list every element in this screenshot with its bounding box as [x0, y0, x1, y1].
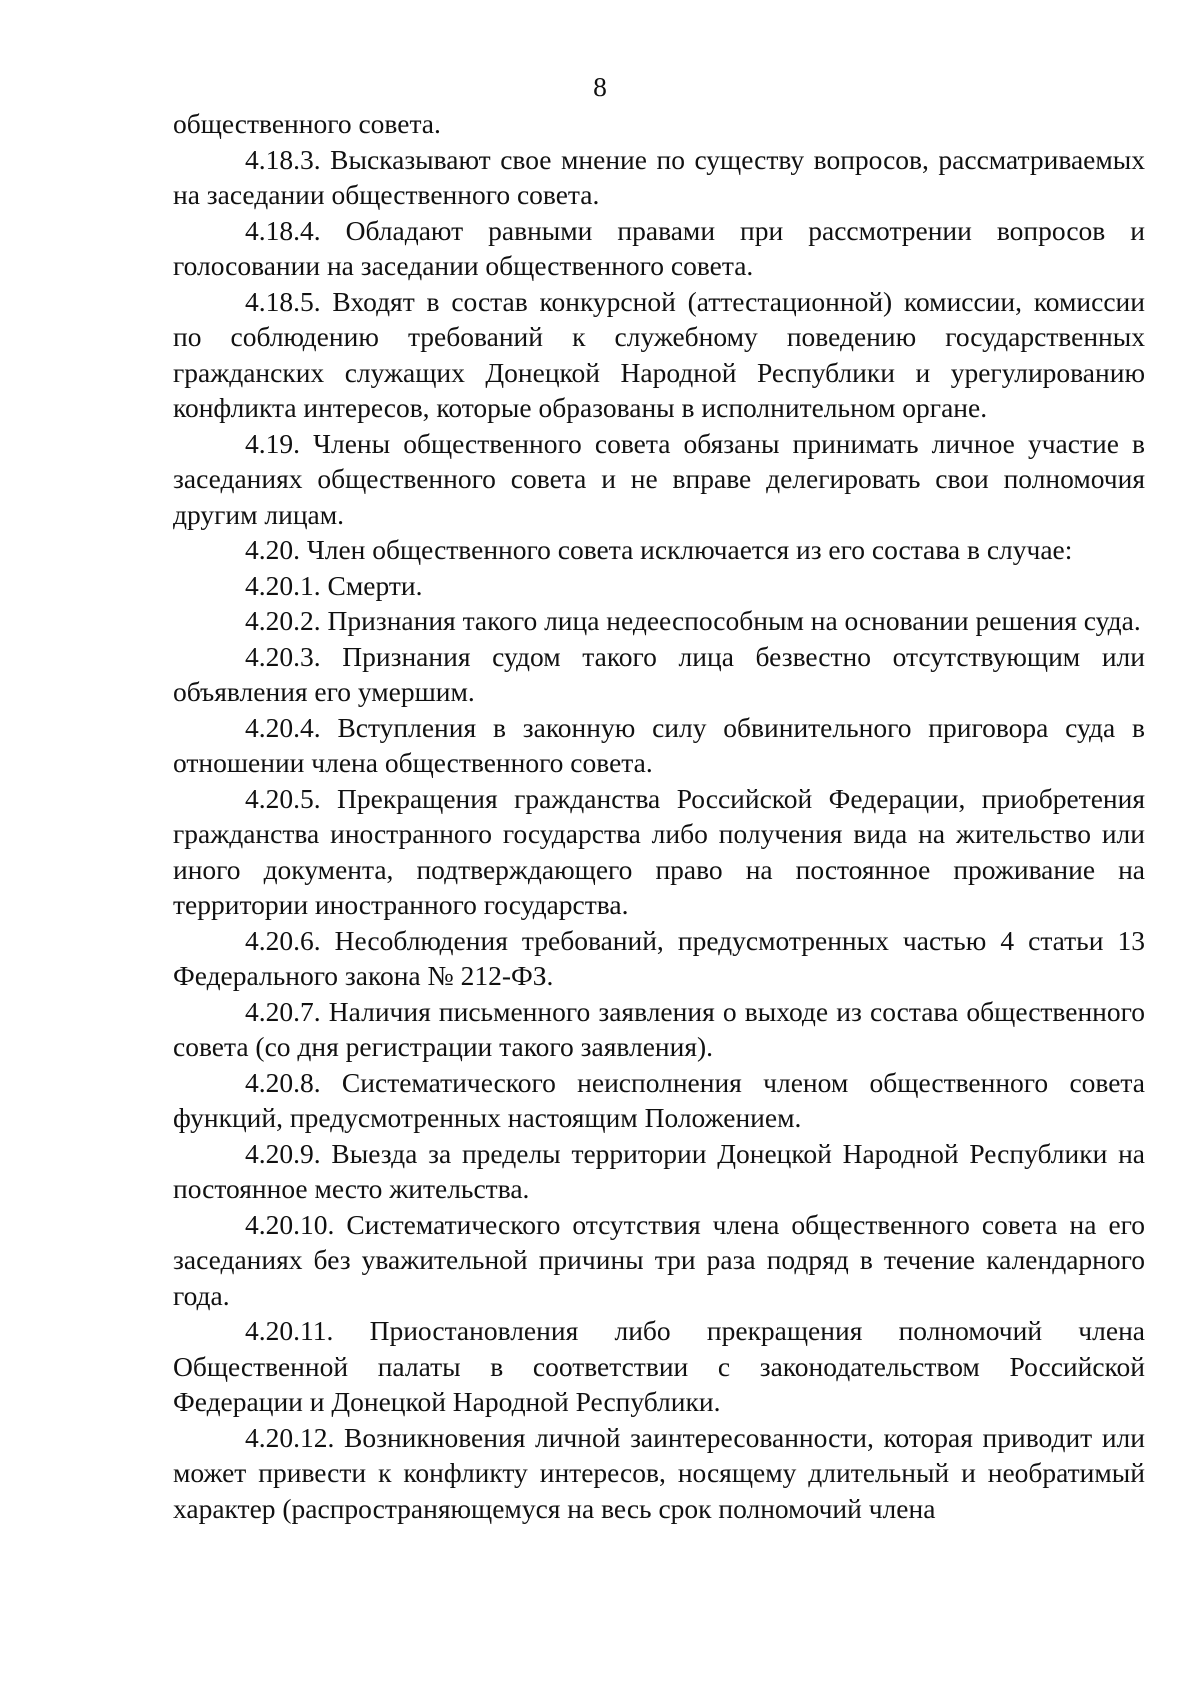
paragraph-4-18-5: 4.18.5. Входят в состав конкурсной (аттестационной) комиссии, комиссии по соблюдению требований к служебному поведению государственных гражданских служащих Донецкой Народной Республики и урегулированию конфликта интересов, которые образованы в исполнительном органе.: [173, 285, 1145, 423]
page-number: 8: [593, 71, 607, 102]
paragraph-4-20-9: 4.20.9. Выезда за пределы территории Донецкой Народной Республики на постоянное место жительства.: [173, 1137, 1145, 1204]
paragraph-4-18-3: 4.18.3. Высказывают свое мнение по существу вопросов, рассматриваемых на заседании общественного совета.: [173, 143, 1145, 210]
paragraph-4-20-4: 4.20.4. Вступления в законную силу обвинительного приговора суда в отношении члена общественного совета.: [173, 711, 1145, 778]
paragraph-4-20-5: 4.20.5. Прекращения гражданства Российской Федерации, приобретения гражданства иностранного государства либо получения вида на жительство или иного документа, подтверждающего право на постоянное проживание на территории иностранного государства.: [173, 782, 1145, 920]
paragraph-4-19: 4.19. Члены общественного совета обязаны принимать личное участие в заседаниях общественного совета и не вправе делегировать свои полномочия другим лицам.: [173, 427, 1145, 530]
paragraph-4-20-12: 4.20.12. Возникновения личной заинтересованности, которая приводит или может привести к конфликту интересов, носящему длительный и необратимый характер (распространяющемуся на весь срок полномочий члена: [173, 1421, 1145, 1524]
paragraph-4-20: 4.20. Член общественного совета исключается из его состава в случае:: [245, 534, 1073, 565]
paragraph-4-20-3: 4.20.3. Признания судом такого лица безвестно отсутствующим или объявления его умершим.: [173, 640, 1145, 707]
paragraph-4-20-7: 4.20.7. Наличия письменного заявления о выходе из состава общественного совета (со дня регистрации такого заявления).: [173, 995, 1145, 1062]
paragraph-4-20-6: 4.20.6. Несоблюдения требований, предусмотренных частью 4 статьи 13 Федерального закона № 212-ФЗ.: [173, 924, 1145, 991]
paragraph-4-20-11: 4.20.11. Приостановления либо прекращения полномочий члена Общественной палаты в соответствии с законодательством Российской Федерации и Донецкой Народной Республики.: [173, 1315, 1145, 1417]
paragraph-4-20-8: 4.20.8. Систематического неисполнения членом общественного совета функций, предусмотренных настоящим Положением.: [173, 1066, 1145, 1133]
paragraph-4-20-10: 4.20.10. Систематического отсутствия члена общественного совета на его заседаниях без уважительной причины три раза подряд в течение календарного года.: [173, 1208, 1145, 1311]
paragraph-4-20-1: 4.20.1. Смерти.: [245, 569, 423, 601]
paragraph-4-20-2: 4.20.2. Признания такого лица недееспособным на основании решения суда.: [245, 605, 1141, 636]
paragraph-continuation: общественного совета.: [173, 108, 441, 139]
document-body: [173, 106, 1145, 1526]
paragraph-4-18-4: 4.18.4. Обладают равными правами при рассмотрении вопросов и голосовании на заседании общественного совета.: [173, 214, 1145, 281]
